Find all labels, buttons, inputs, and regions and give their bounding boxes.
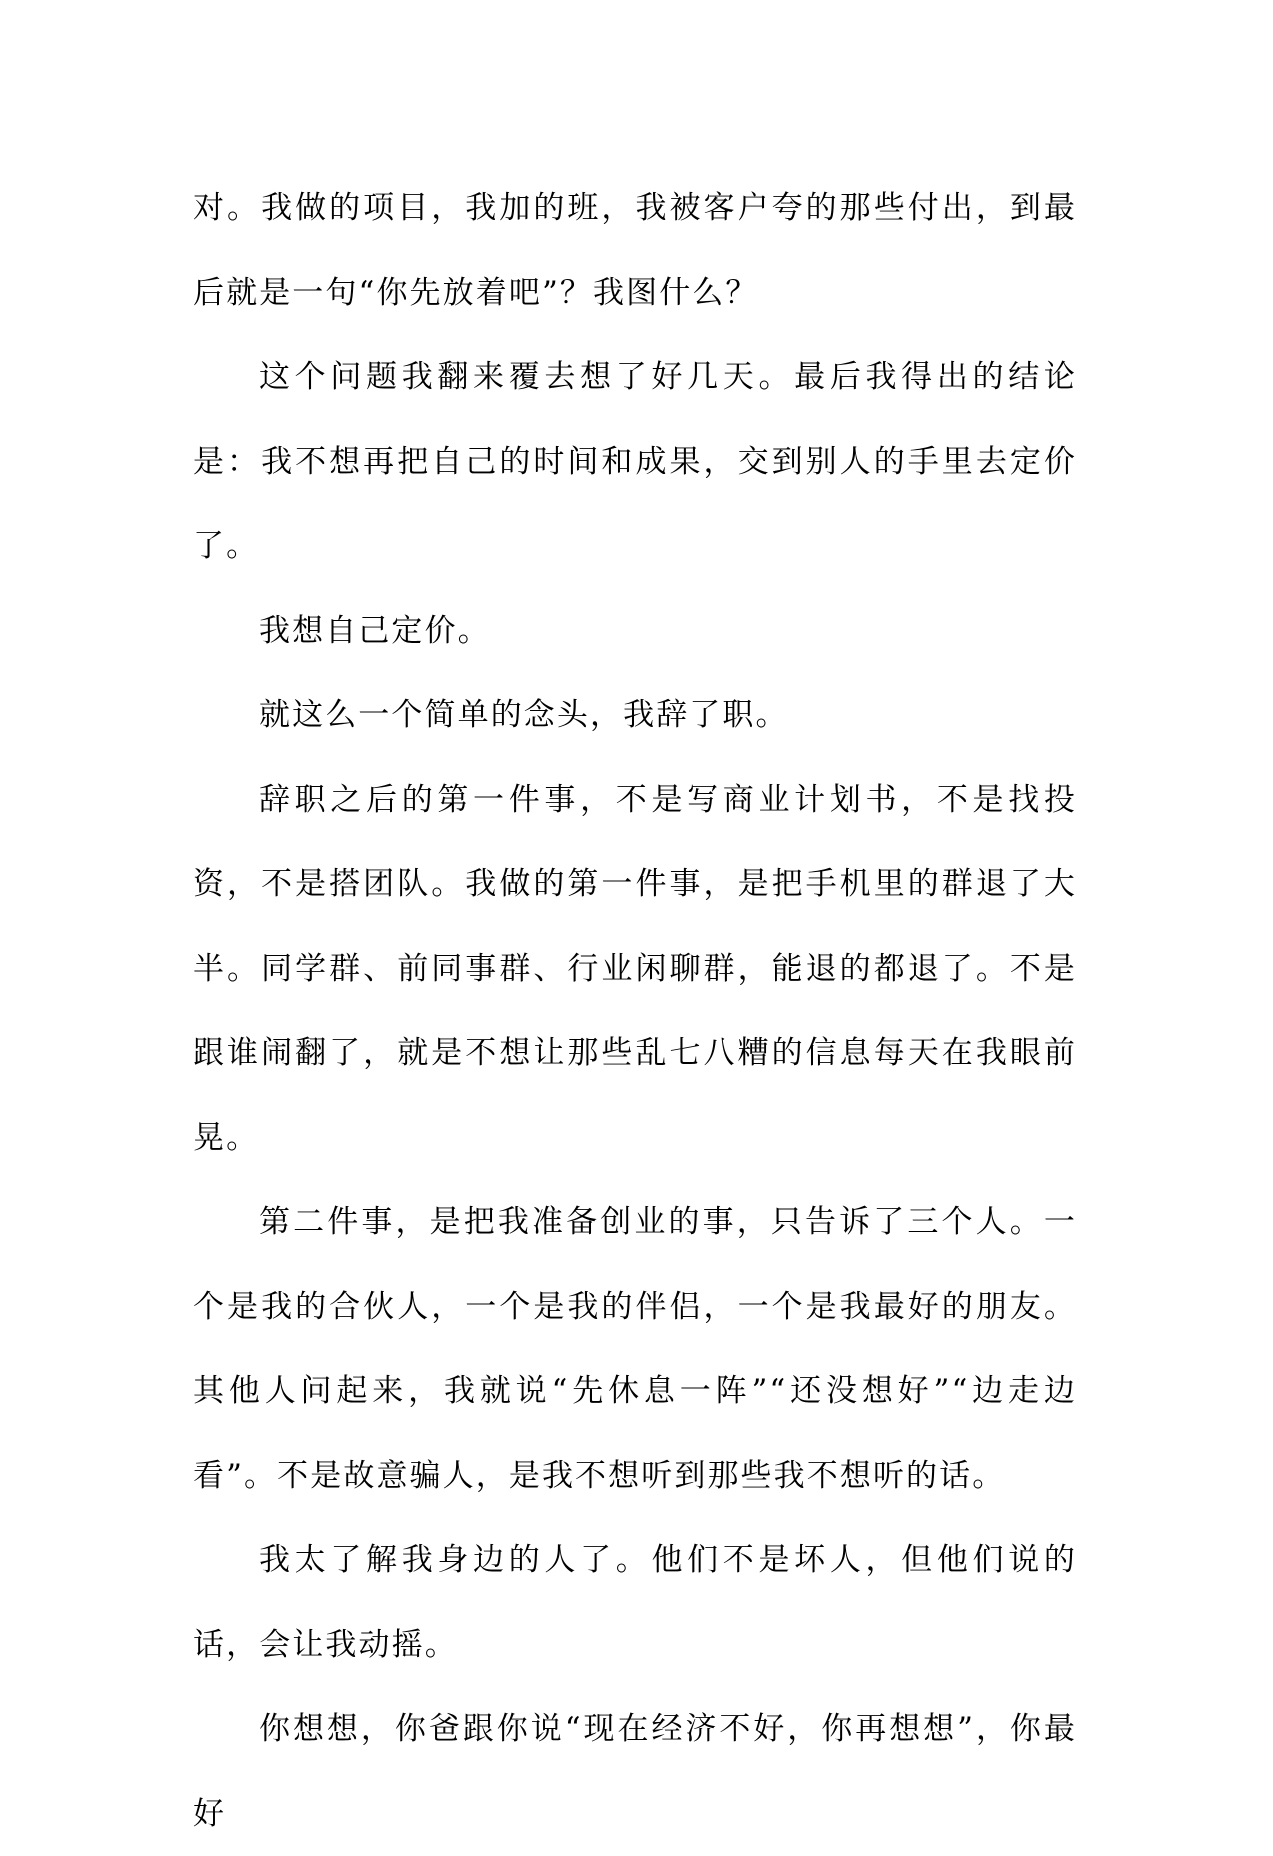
paragraph-5: 辞职之后的第一件事，不是写商业计划书，不是找投资，不是搭团队。我做的第一件事，是把手机里的群退了大半。同学群、前同事群、行业闲聊群，能退的都退了。不是跟谁闹翻了，就是不想让那些乱七八糟的信息每天在我眼前晃。 [193,781,1077,1156]
body-text [193,166,1077,1856]
paragraph-4: 就这么一个简单的念头，我辞了职。 [259,697,789,733]
paragraph-6: 第二件事，是把我准备创业的事，只告诉了三个人。一个是我的合伙人，一个是我的伴侣，一个是我最好的朋友。其他人问起来，我就说“先休息一阵”“还没想好”“边走边看”。不是故意骗人，是我不想听到那些我不想听的话。 [193,1204,1077,1494]
paragraph-3: 我想自己定价。 [259,612,491,649]
paragraph-7: 我太了解我身边的人了。他们不是坏人，但他们说的话，会让我动摇。 [193,1542,1077,1663]
paragraph-2: 这个问题我翻来覆去想了好几天。最后我得出的结论是：我不想再把自己的时间和成果，交到别人的手里去定价了。 [193,359,1077,564]
paragraph-1: 对。我做的项目，我加的班，我被客户夸的那些付出，到最后就是一句“你先放着吧”？我图什么？ [193,190,1077,311]
paragraph-8: 你想想，你爸跟你说“现在经济不好，你再想想”，你最好 [193,1711,1077,1832]
